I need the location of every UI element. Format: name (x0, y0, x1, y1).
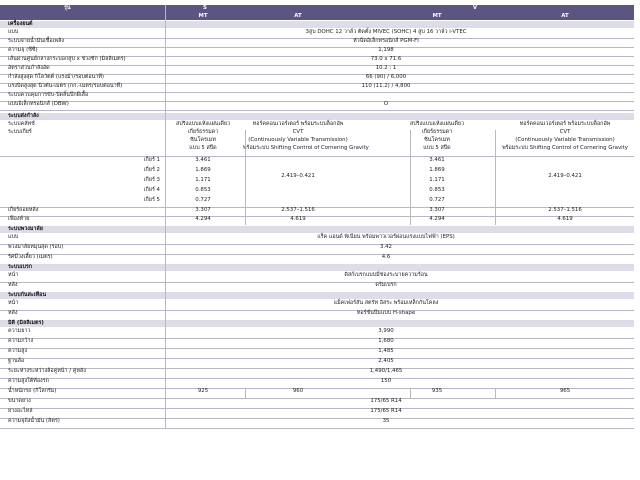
row-label: หลัง (8, 310, 18, 316)
column-divider (165, 5, 166, 428)
spec-row (0, 348, 634, 358)
gear-row (0, 197, 634, 207)
cell-value: ดรัมเบรก (375, 282, 397, 288)
row-label: ขนาดยาง (8, 398, 31, 404)
cell-value: หัวฉีดอิเล็กทรอนิกส์ PGM-FI (353, 38, 419, 44)
cell-value: 4.294 (195, 216, 211, 222)
spec-row (0, 358, 634, 368)
cell-value: 3สูบ DOHC 12 วาล์ว ติดตั้ง MIVEC (SOHC) 4 สูบ 16 วาล์ว i-VTEC (305, 29, 467, 35)
cell-value: 1.171 (429, 177, 445, 183)
cell-value: สปริงแบบแห้งแผ่นเดียว (175, 121, 231, 127)
row-label: ความยาว (8, 328, 31, 334)
row-label: ความจุ (ซีซี) (8, 47, 38, 53)
gear-row (0, 187, 634, 197)
row-label: แบบอิเล็กทรอนิกส์ (DBW) (8, 101, 69, 107)
row-label: ระบบควบคุมการขับ-ปิดลิ้นปีกผีเสื้อ (8, 92, 89, 98)
cell-value: 1,490/1,465 (369, 368, 403, 374)
cell-value: ทอร์ชั่นบีมแบบ H-shape (356, 310, 416, 316)
cell-value: เกียร์ธรรมดา (187, 129, 219, 135)
row-label: เฟืองท้าย (8, 216, 30, 222)
cell-value: 10.2 : 1 (375, 65, 397, 71)
cell-value: ดิสก์เบรกแบบมีช่องระบายความร้อน (344, 272, 428, 278)
gear-row (0, 173, 634, 187)
cell-value: 0.727 (195, 197, 211, 203)
spec-row (0, 282, 634, 292)
spec-row (0, 338, 634, 348)
gear-label: เกียร์ 1 (143, 157, 160, 163)
cell-value: 2,405 (378, 358, 394, 364)
column-divider (410, 130, 411, 225)
section-title: ระบบส่งกำลัง (8, 113, 39, 119)
cell-value: CVT (292, 129, 304, 135)
cell-value: พร้อมระบบ Shifting Control of Cornering Gravity (502, 145, 628, 151)
row-label: อัตราส่วนกำลังอัด (8, 65, 50, 71)
spec-row (0, 254, 634, 264)
cell-value: 150 (380, 378, 392, 384)
row-label: ความจุถังน้ำมัน (ลิตร) (8, 418, 60, 424)
cell-value: 2.537–1.516 (548, 207, 582, 213)
cell-value: 1,680 (378, 338, 394, 344)
cell-value: 3.307 (429, 207, 445, 213)
row-label: ฐานล้อ (8, 358, 25, 364)
gear-row (0, 157, 634, 167)
cell-value: ซินโครเมท (190, 137, 216, 143)
cell-value: 4.6 (381, 254, 391, 260)
cell-value: 1,198 (378, 47, 394, 53)
row-label: เส้นผ่านศูนย์กลางกระบอกสูบ x ช่วงชัก (มิลลิเมตร) (8, 56, 126, 62)
cell-value: แร็ค แอนด์ พิเนียน พร้อมพาวเวอร์ผ่อนแรงแบบไฟฟ้า (EPS) (317, 234, 455, 240)
cell-value: 3,990 (378, 328, 394, 334)
cell-value: 0.853 (429, 187, 445, 193)
gear-label: เกียร์ 2 (143, 167, 160, 173)
section-steering (0, 226, 634, 233)
cell-value: O (383, 101, 389, 107)
cell-value: 4.619 (290, 216, 306, 222)
cell-value: 3.307 (195, 207, 211, 213)
cell-value: ซินโครเมท (424, 137, 450, 143)
grade-v-label: V (472, 5, 478, 11)
weight-value: 960 (292, 388, 304, 394)
cell-value: 1.869 (195, 167, 211, 173)
row-label: ระบบคลัทช์ (8, 121, 35, 127)
row-label: ระยะห่างระหว่างล้อคู่หน้า / คู่หลัง (8, 368, 86, 374)
gear-label: เกียร์ 4 (143, 187, 160, 193)
section-dimensions (0, 320, 634, 327)
spec-row (0, 272, 634, 282)
cell-value: แบบ 5 สปีด (189, 145, 217, 151)
cell-value: 3.42 (379, 244, 392, 250)
row-label: หน้า (8, 272, 19, 278)
cell-value: 175/65 R14 (370, 398, 402, 404)
subheader-row (0, 13, 634, 20)
spec-row (0, 310, 634, 320)
cell-value: CVT (559, 129, 571, 135)
row-divider (0, 428, 634, 429)
weight-value: 935 (431, 388, 443, 394)
cell-value: (Continuously Variable Transmission) (515, 137, 615, 143)
spec-row (0, 129, 634, 156)
spec-row (0, 418, 634, 428)
cell-value: แบบ 5 สปีด (423, 145, 451, 151)
spec-row (0, 328, 634, 338)
at-label: AT (561, 13, 569, 19)
grade-s-label: S (203, 5, 207, 11)
cell-value: 1.869 (429, 167, 445, 173)
header-row (0, 5, 634, 13)
row-label: พวงมาลัยหมุนสุด (รอบ) (8, 244, 64, 250)
cell-value: พร้อมระบบ Shifting Control of Cornering Gravity (243, 145, 369, 151)
cell-value: 3.461 (195, 157, 211, 163)
spec-row (0, 398, 634, 408)
cell-value: เกียร์ธรรมดา (421, 129, 453, 135)
column-divider (245, 130, 246, 225)
row-label: ความสูง (8, 348, 28, 354)
row-label: แรงบิดสูงสุด นิวตัน-เมตร (กก.-เมตร/รอบต่อนาที) (8, 83, 123, 89)
cell-value: 0.727 (429, 197, 445, 203)
row-divider (0, 110, 634, 111)
cell-value: ทอร์คคอนเวอร์เตอร์ พร้อมระบบล็อกอัพ (519, 121, 611, 127)
cell-value: 35 (382, 418, 390, 424)
row-label: หน้า (8, 300, 19, 306)
cell-value: 73.0 x 71.6 (370, 56, 402, 62)
row-label: หลัง (8, 282, 18, 288)
row-label: ความสูงใต้ท้องรถ (8, 378, 49, 384)
row-label: แบบ (8, 234, 19, 240)
column-divider (410, 388, 411, 398)
section-title: เครื่องยนต์ (8, 21, 33, 27)
row-label: ยางอะไหล่ (8, 408, 33, 414)
spec-row (0, 388, 634, 398)
row-label: กำลังสูงสุด กิโลวัตต์ (แรงม้า/รอบต่อนาที) (8, 74, 105, 80)
cell-value: สปริงแบบแห้งแผ่นเดียว (409, 121, 465, 127)
row-label: แบบ (8, 29, 19, 35)
cell-value: 66 (90) / 6,000 (365, 74, 407, 80)
spec-row (0, 300, 634, 310)
section-title: ระบบกันสะเทือน (8, 292, 47, 298)
section-engine (0, 21, 634, 28)
cell-value: 1,485 (378, 348, 394, 354)
spec-row (0, 234, 634, 244)
weight-value: 925 (197, 388, 209, 394)
gear-label: เกียร์ 5 (143, 197, 160, 203)
cell-value: แม็คเฟอร์สัน สตรัท อิสระ พร้อมเหล็กกันโคลง (333, 300, 439, 306)
mt-label: MT (432, 13, 442, 19)
at-label: AT (294, 13, 302, 19)
column-divider (495, 130, 496, 225)
cell-value: 4.619 (557, 216, 573, 222)
weight-value: 965 (559, 388, 571, 394)
spec-row (0, 368, 634, 378)
cell-value: ทอร์คคอนเวอร์เตอร์ พร้อมระบบล็อกอัพ (252, 121, 344, 127)
section-title: ระบบเบรก (8, 264, 33, 270)
section-title: มิติ (มิลลิเมตร) (8, 320, 44, 326)
cell-value: 3.461 (429, 157, 445, 163)
row-label: ความกว้าง (8, 338, 34, 344)
cell-value: 4.294 (429, 216, 445, 222)
spec-row (0, 216, 634, 225)
spec-row (0, 207, 634, 216)
row-label: น้ำหนักรถ (กิโลกรัม) (8, 388, 57, 394)
row-label: รัศมีวงเลี้ยว (เมตร) (8, 254, 53, 260)
spec-row (0, 378, 634, 388)
section-title: ระบบพวงมาลัย (8, 226, 43, 232)
spec-row (0, 121, 634, 129)
spec-row (0, 244, 634, 254)
model-label: รุ่น (64, 5, 71, 11)
row-label: ระบบจ่ายน้ำมันเชื้อเพลิง (8, 38, 64, 44)
row-label: ระบบเกียร์ (8, 129, 32, 135)
cell-value: 2.537–1.516 (281, 207, 315, 213)
gear-label: เกียร์ 3 (143, 177, 160, 183)
cell-value: 110 (11.2) / 4,800 (361, 83, 411, 89)
section-drivetrain (0, 113, 634, 120)
mt-label: MT (198, 13, 208, 19)
row-label: เกียร์ถอยหลัง (8, 207, 39, 213)
section-suspension (0, 292, 634, 299)
cell-value: 175/65 R14 (370, 408, 402, 414)
cell-value: 2.419–0.421 (548, 173, 582, 179)
cell-value: (Continuously Variable Transmission) (248, 137, 348, 143)
section-brakes (0, 264, 634, 271)
column-divider (245, 388, 246, 398)
spec-row (0, 408, 634, 418)
cell-value: 0.853 (195, 187, 211, 193)
cell-value: 2.419–0.421 (281, 173, 315, 179)
cell-value: 1.171 (195, 177, 211, 183)
column-divider (495, 388, 496, 398)
